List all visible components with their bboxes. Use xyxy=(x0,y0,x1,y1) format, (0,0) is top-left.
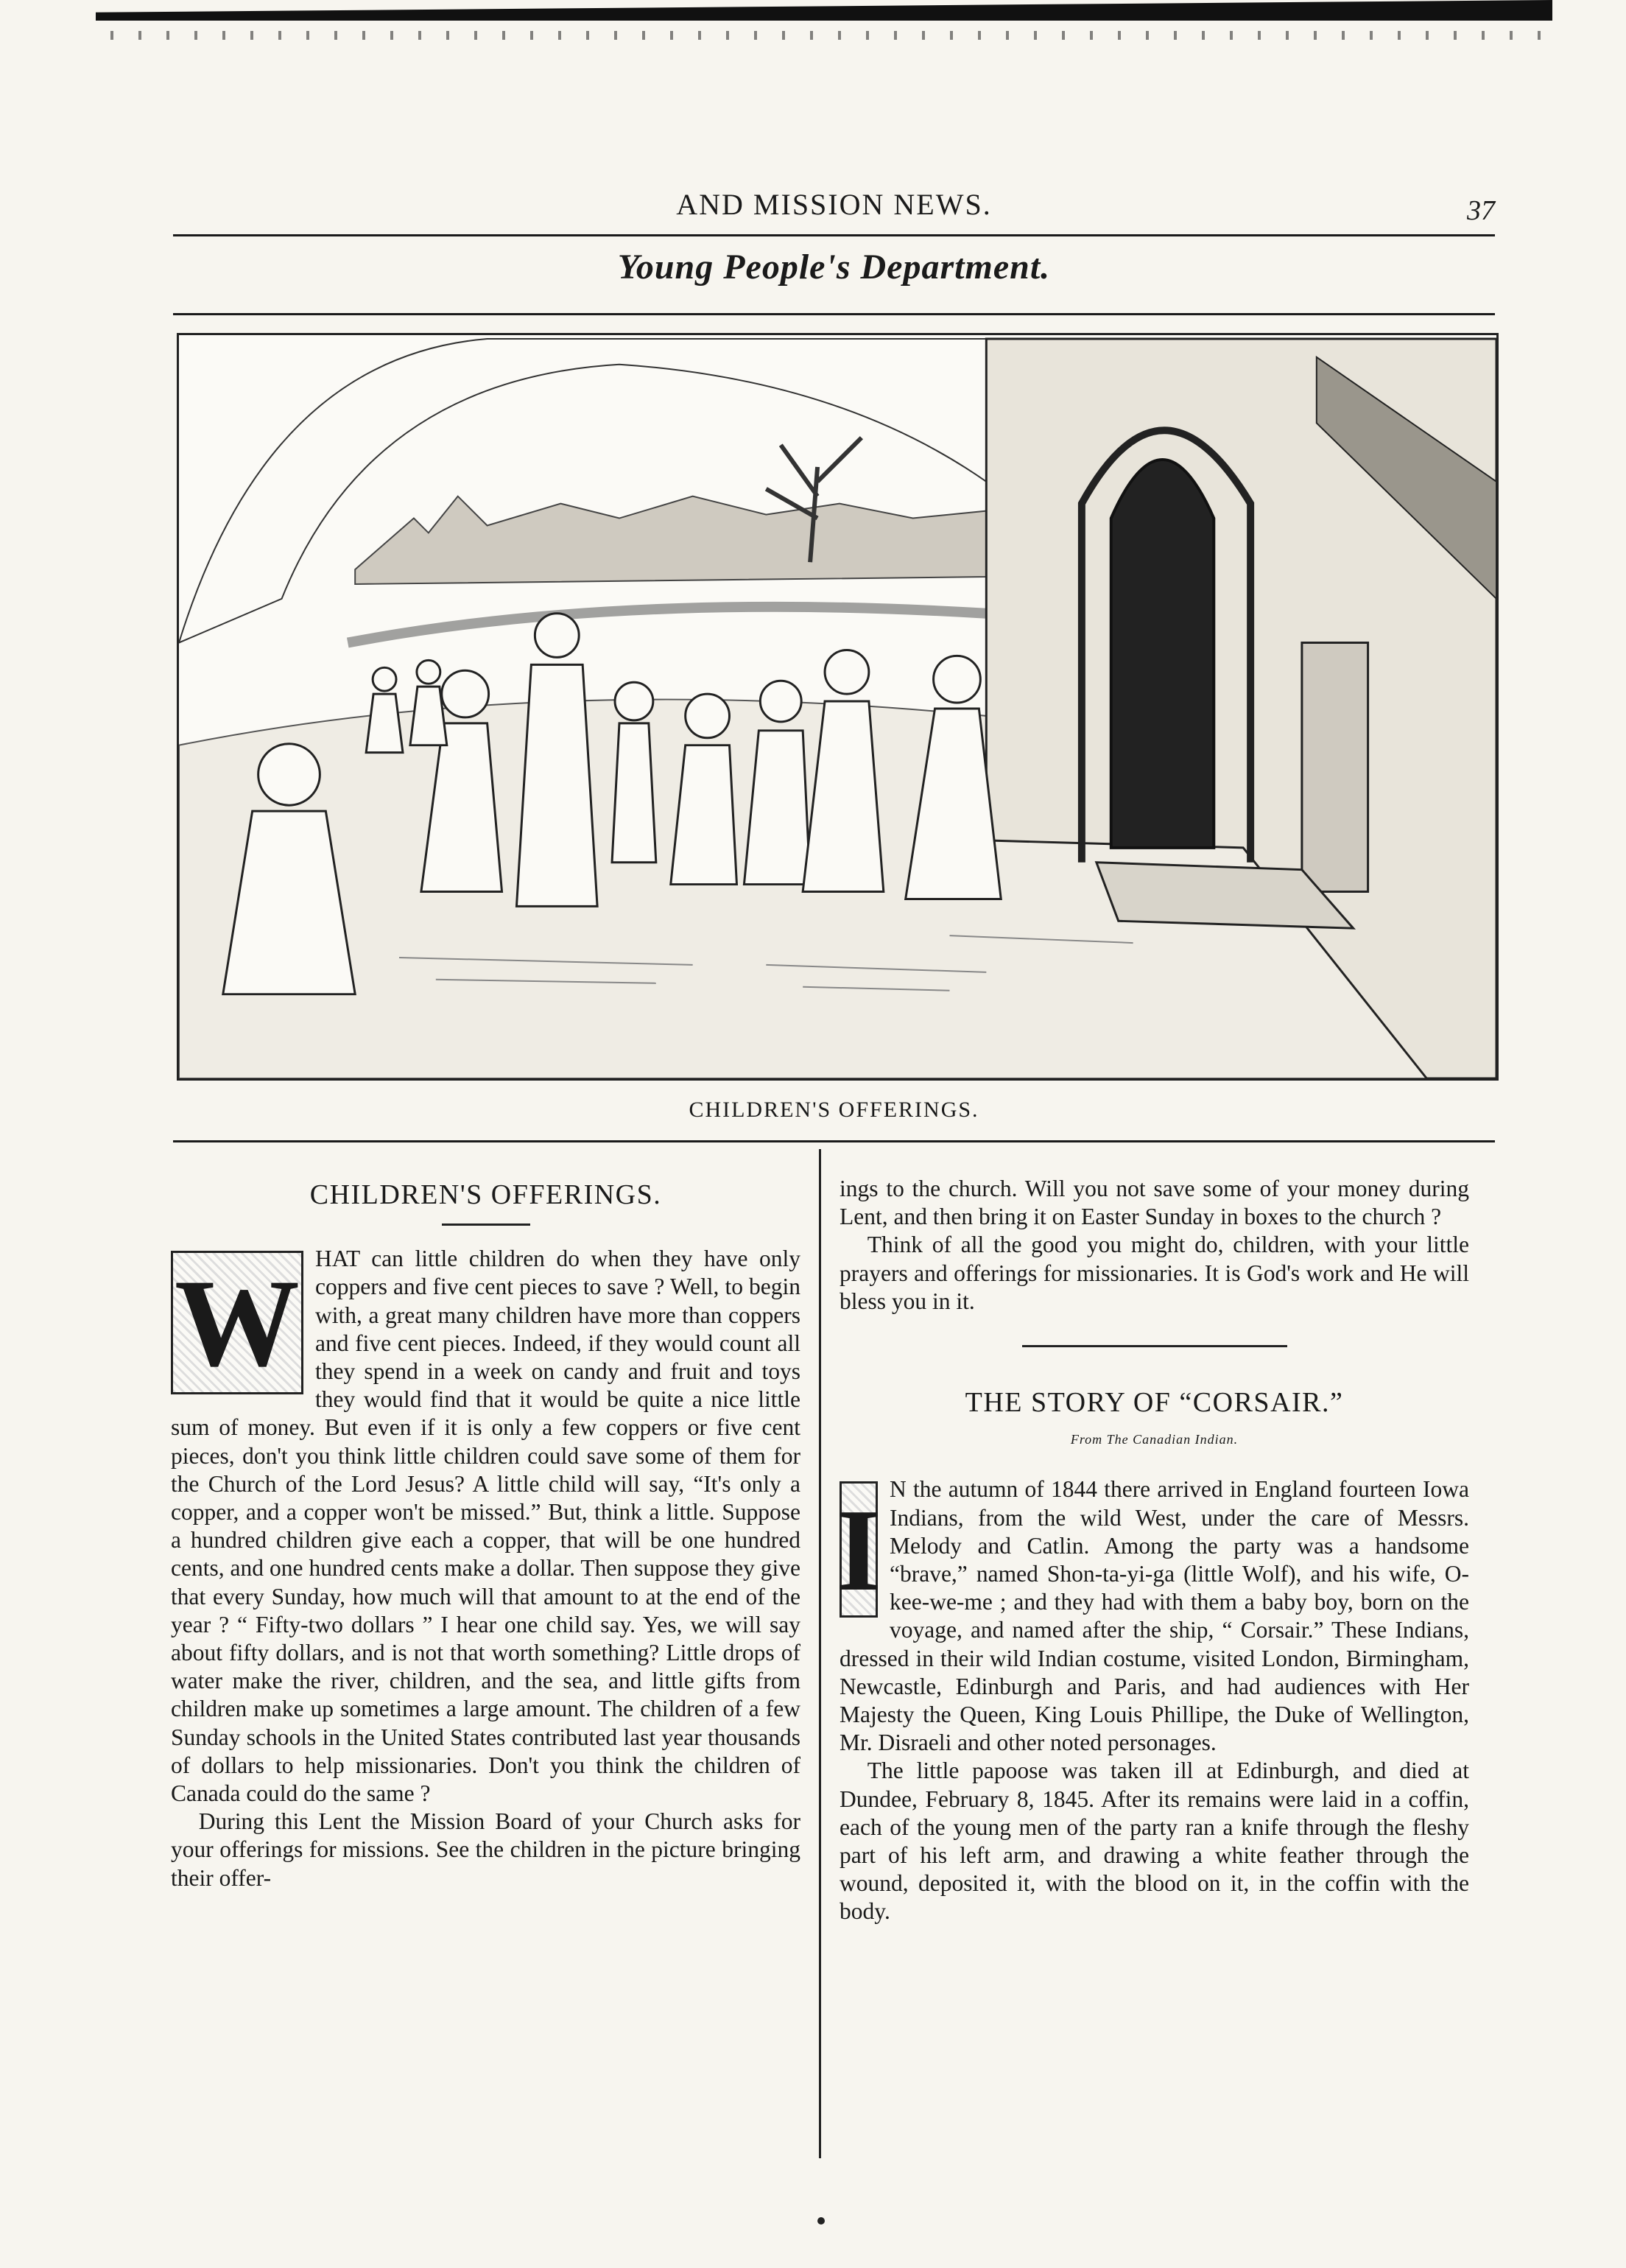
corsair-paragraph-1: N the autumn of 1844 there arrived in England fourteen Iowa Indians, from the wild West, under the care of Messrs. Melody and Catlin. Among the party was a handsome “brave,” named Shon-ta-yi-ga (little Wolf), and his wife, O-kee-we-me ; and they had with them a baby boy, born on the voyage, and named after the ship, “ Corsair.” These Indians, dressed in their wild Indian costume, visited London, Birmingham, Newcastle, Edinburgh and Paris, and had audiences with Her Majesty the Queen, King Louis Phillipe, the Duke of Wellington, Mr. Disraeli and other noted personages. xyxy=(840,1476,1469,1756)
drop-cap-letter: W xyxy=(175,1253,300,1392)
church-buttress xyxy=(1302,643,1368,892)
header-rule xyxy=(173,234,1495,236)
print-specks xyxy=(110,31,1546,40)
village-skyline xyxy=(355,496,986,584)
article-source: From The Canadian Indian. xyxy=(1070,1432,1239,1447)
page-number: 37 xyxy=(1467,195,1495,226)
church-door xyxy=(1111,460,1214,848)
river xyxy=(348,607,986,643)
running-header xyxy=(173,183,1495,234)
section-rule xyxy=(1022,1345,1287,1347)
illustration-caption: CHILDREN'S OFFERINGS. xyxy=(689,1098,979,1122)
offerings-paragraph-2: During this Lent the Mission Board of your Church asks for your offerings for missions. See the children in the picture bringing their offer- xyxy=(171,1808,800,1891)
caption-rule xyxy=(173,1140,1495,1142)
heading-rule xyxy=(442,1223,530,1226)
offerings-continuation-2: Think of all the good you might do, children, with your little prayers and offerings for missionaries. It is God's work and He will bless you in it. xyxy=(840,1232,1469,1314)
department-rule xyxy=(173,313,1495,315)
article-heading-corsair: THE STORY OF “CORSAIR.” xyxy=(965,1387,1344,1419)
page-edge-bar xyxy=(96,0,1552,21)
drop-cap-letter: I xyxy=(835,1484,882,1615)
left-column xyxy=(171,1175,800,1892)
sky-arch xyxy=(179,339,986,643)
column-divider xyxy=(819,1149,821,2158)
department-title: Young People's Department. xyxy=(617,247,1051,287)
right-column xyxy=(835,1175,1469,1926)
running-title: AND MISSION NEWS. xyxy=(676,188,992,221)
children-offerings-illustration xyxy=(177,333,1499,1081)
offerings-paragraph-1: HAT can little children do when they have only coppers and five cent pieces to save ? Well, to begin with, a great many children have more than coppers and five cent pieces. Indeed, if they would count all they spend in a week on candy and fruit and toys they would find that it would be quite a nice little sum of money. But even if it is only a few coppers or five cent pieces, don't you think little children could save some of them for the Church of the Lord Jesus? A little child will say, “It's only a copper, and a copper won't be missed.” But, think a little. Suppose a hundred children give each a copper, that will be one hundred cents, and one hundred cents make a dollar. Then suppose they give that every Sunday, how much will that amount to at the end of the year ? “ Fifty-two dollars ” I hear one child say. Yes, we will say about fifty dollars, and is not that worth something? Little drops of water make the river, children, and the sea, and little gifts from children make up sometimes a large amount. The children of a few Sunday schools in the United States contributed last year thousands of dollars to help missionaries. Don't you think the children of Canada could do the same ? xyxy=(171,1246,800,1807)
engraving-drawing xyxy=(179,335,1496,1078)
offerings-continuation-1: ings to the church. Will you not save some of your money during Lent, and then bring it on Easter Sunday in boxes to the church ? xyxy=(840,1176,1469,1230)
article-heading-offerings: CHILDREN'S OFFERINGS. xyxy=(309,1179,662,1210)
drop-cap-w xyxy=(171,1251,303,1394)
corsair-paragraph-2: The little papoose was taken ill at Edinburgh, and died at Dundee, February 8, 1845. After its remains were laid in a coffin, each of the young men of the party ran a knife through the fleshy part of his left arm, and drawing a white feather through the wound, deposited it, with the blood on it, in the coffin with the body. xyxy=(840,1758,1469,1925)
drop-cap-i xyxy=(835,1481,882,1618)
print-speck xyxy=(817,2217,825,2225)
